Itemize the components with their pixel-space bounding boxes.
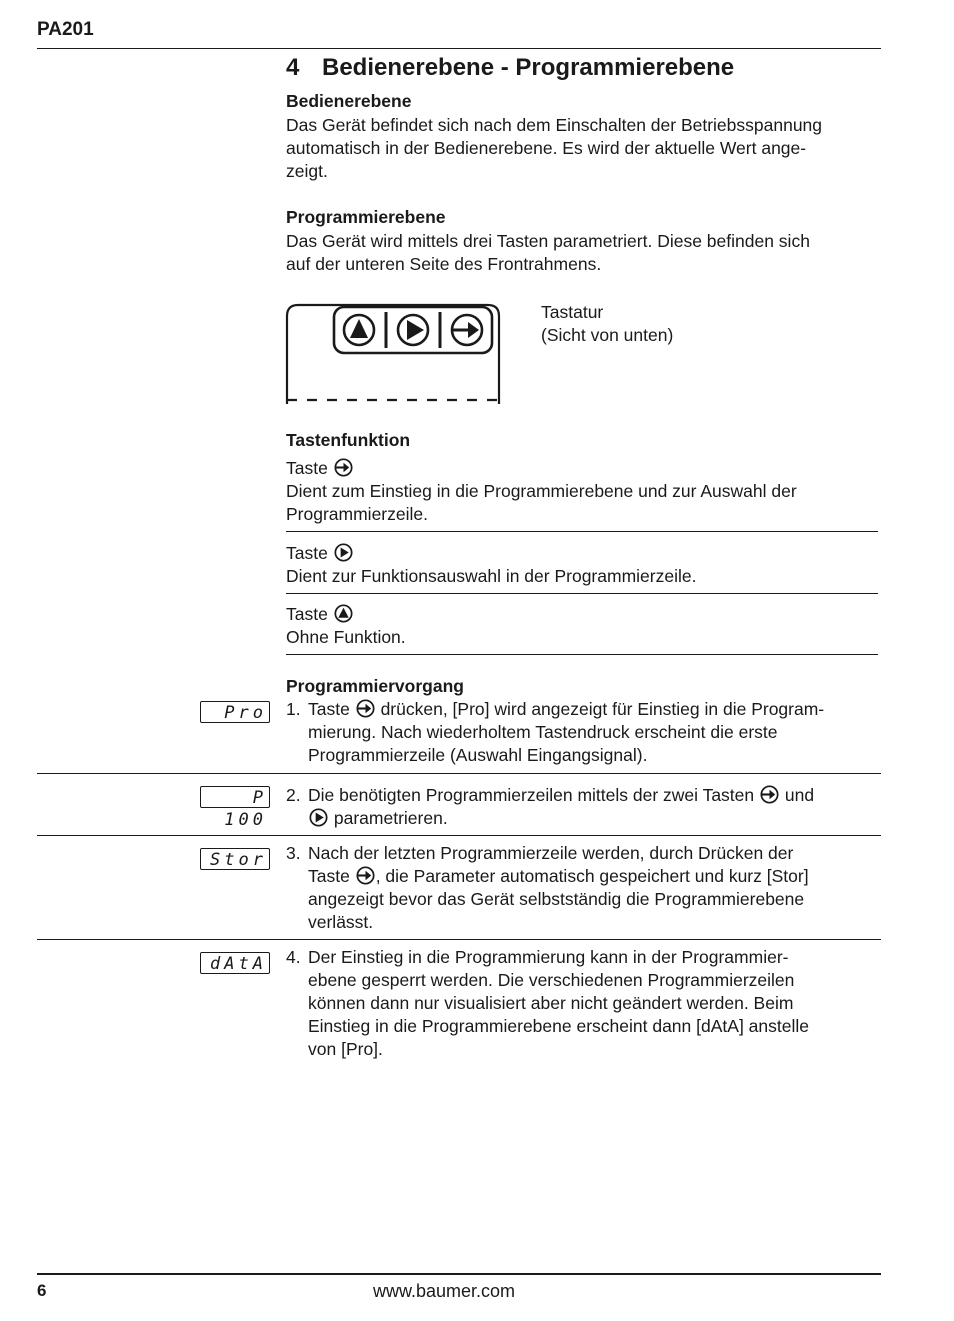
key-label-row <box>286 542 886 565</box>
step-4 <box>286 946 886 1062</box>
step-line: Nach der letzten Programmierzeile werden, durch Drücken der <box>308 843 794 863</box>
step-text: drücken, [Pro] wird angezeigt für Einstieg in die Program- <box>380 699 825 719</box>
divider <box>37 835 881 836</box>
up-triangle-icon <box>334 604 353 623</box>
divider <box>37 773 881 774</box>
text-line: auf der unteren Seite des Frontrahmens. <box>286 254 602 274</box>
caption-line: Tastatur <box>541 302 604 322</box>
paragraph-bedienerebene <box>286 114 886 183</box>
divider <box>286 654 878 655</box>
play-icon <box>309 808 328 827</box>
footer-website-link[interactable]: www.baumer.com <box>373 1281 516 1301</box>
step-line: Der Einstieg in die Programmierung kann in der Programmier- <box>308 947 789 967</box>
chapter-number: 4 <box>286 54 300 81</box>
step-line: Einstieg in die Programmierebene erscheint dann [dAtA] anstelle <box>308 1016 809 1036</box>
step-line: Programmierzeile (Auswahl Eingangsignal). <box>308 745 648 765</box>
enter-arrow-icon <box>356 699 375 718</box>
text-line: Das Gerät wird mittels drei Tasten parametriert. Diese befinden sich <box>286 231 810 251</box>
caption-line: (Sicht von unten) <box>541 325 674 345</box>
heading-tastenfunktion: Tastenfunktion <box>286 430 411 450</box>
step-line <box>308 807 883 830</box>
enter-arrow-icon <box>356 866 375 885</box>
enter-arrow-icon <box>760 785 779 804</box>
step-1 <box>286 698 886 768</box>
step-body <box>308 784 883 830</box>
key-description: Programmierzeile. <box>286 504 428 524</box>
step-line: können dann nur visualisiert aber nicht geändert werden. Beim <box>308 993 794 1013</box>
key-entry-up <box>286 603 886 649</box>
step-2 <box>286 784 886 832</box>
text-line: Das Gerät befindet sich nach dem Einschalten der Betriebsspannung <box>286 115 823 135</box>
divider <box>286 531 878 532</box>
step-text: Die benötigten Programmierzeilen mittels der zwei Tasten <box>308 785 755 805</box>
key-label-row <box>286 603 886 626</box>
key-entry-play <box>286 542 886 588</box>
display-readout: Stor <box>200 848 270 870</box>
step-text: parametrieren. <box>333 808 448 828</box>
text-line: automatisch in der Bedienerebene. Es wird der aktuelle Wert ange- <box>286 138 807 158</box>
text-line: zeigt. <box>286 161 328 181</box>
header-rule <box>37 48 881 49</box>
step-text: , die Parameter automatisch gespeichert und kurz [Stor] <box>375 866 809 886</box>
keyboard-caption <box>541 301 673 347</box>
keyboard-diagram <box>284 302 504 406</box>
step-text: und <box>784 785 815 805</box>
step-number: 2. <box>286 785 301 805</box>
enter-arrow-icon <box>452 315 482 345</box>
step-body <box>308 842 883 934</box>
step-number: 1. <box>286 699 301 719</box>
footer-rule <box>37 1273 881 1275</box>
key-description: Dient zum Einstieg in die Programmierebene und zur Auswahl der <box>286 481 797 501</box>
step-body <box>308 698 883 767</box>
product-name: PA201 <box>37 19 94 40</box>
step-line: von [Pro]. <box>308 1039 383 1059</box>
divider <box>37 939 881 940</box>
key-label: Taste <box>286 604 328 624</box>
up-triangle-icon <box>344 315 374 345</box>
step-text: Taste <box>308 866 350 886</box>
heading-bedienerebene: Bedienerebene <box>286 91 412 111</box>
step-body <box>308 946 883 1061</box>
step-number: 3. <box>286 843 301 863</box>
step-number: 4. <box>286 947 301 967</box>
step-line <box>308 698 883 721</box>
divider <box>286 593 878 594</box>
display-readout: Pro <box>200 701 270 723</box>
key-entry-enter <box>286 457 886 526</box>
enter-arrow-icon <box>334 458 353 477</box>
page-number: 6 <box>37 1281 47 1300</box>
display-readout: P 100 <box>200 786 270 808</box>
chapter-title <box>286 54 734 82</box>
step-line <box>308 784 883 807</box>
step-line: verlässt. <box>308 912 374 932</box>
play-icon <box>398 315 428 345</box>
heading-programmiervorgang: Programmiervorgang <box>286 676 464 696</box>
chapter-title-text: Bedienerebene - Programmierebene <box>322 54 735 81</box>
step-line: ebene gesperrt werden. Die verschiedenen Programmierzeilen <box>308 970 795 990</box>
display-readout: dAtA <box>200 952 270 974</box>
key-description: Ohne Funktion. <box>286 627 406 647</box>
key-label: Taste <box>286 543 328 563</box>
key-label-row <box>286 457 886 480</box>
heading-programmierebene: Programmierebene <box>286 207 446 227</box>
step-line: angezeigt bevor das Gerät selbstständig die Programmierebene <box>308 889 805 909</box>
paragraph-programmierebene <box>286 230 886 276</box>
play-icon <box>334 543 353 562</box>
key-label: Taste <box>286 458 328 478</box>
step-line <box>308 865 883 888</box>
step-text: Taste <box>308 699 350 719</box>
step-3 <box>286 842 886 936</box>
key-description: Dient zur Funktionsauswahl in der Programmierzeile. <box>286 566 697 586</box>
step-line: mierung. Nach wiederholtem Tastendruck erscheint die erste <box>308 722 778 742</box>
